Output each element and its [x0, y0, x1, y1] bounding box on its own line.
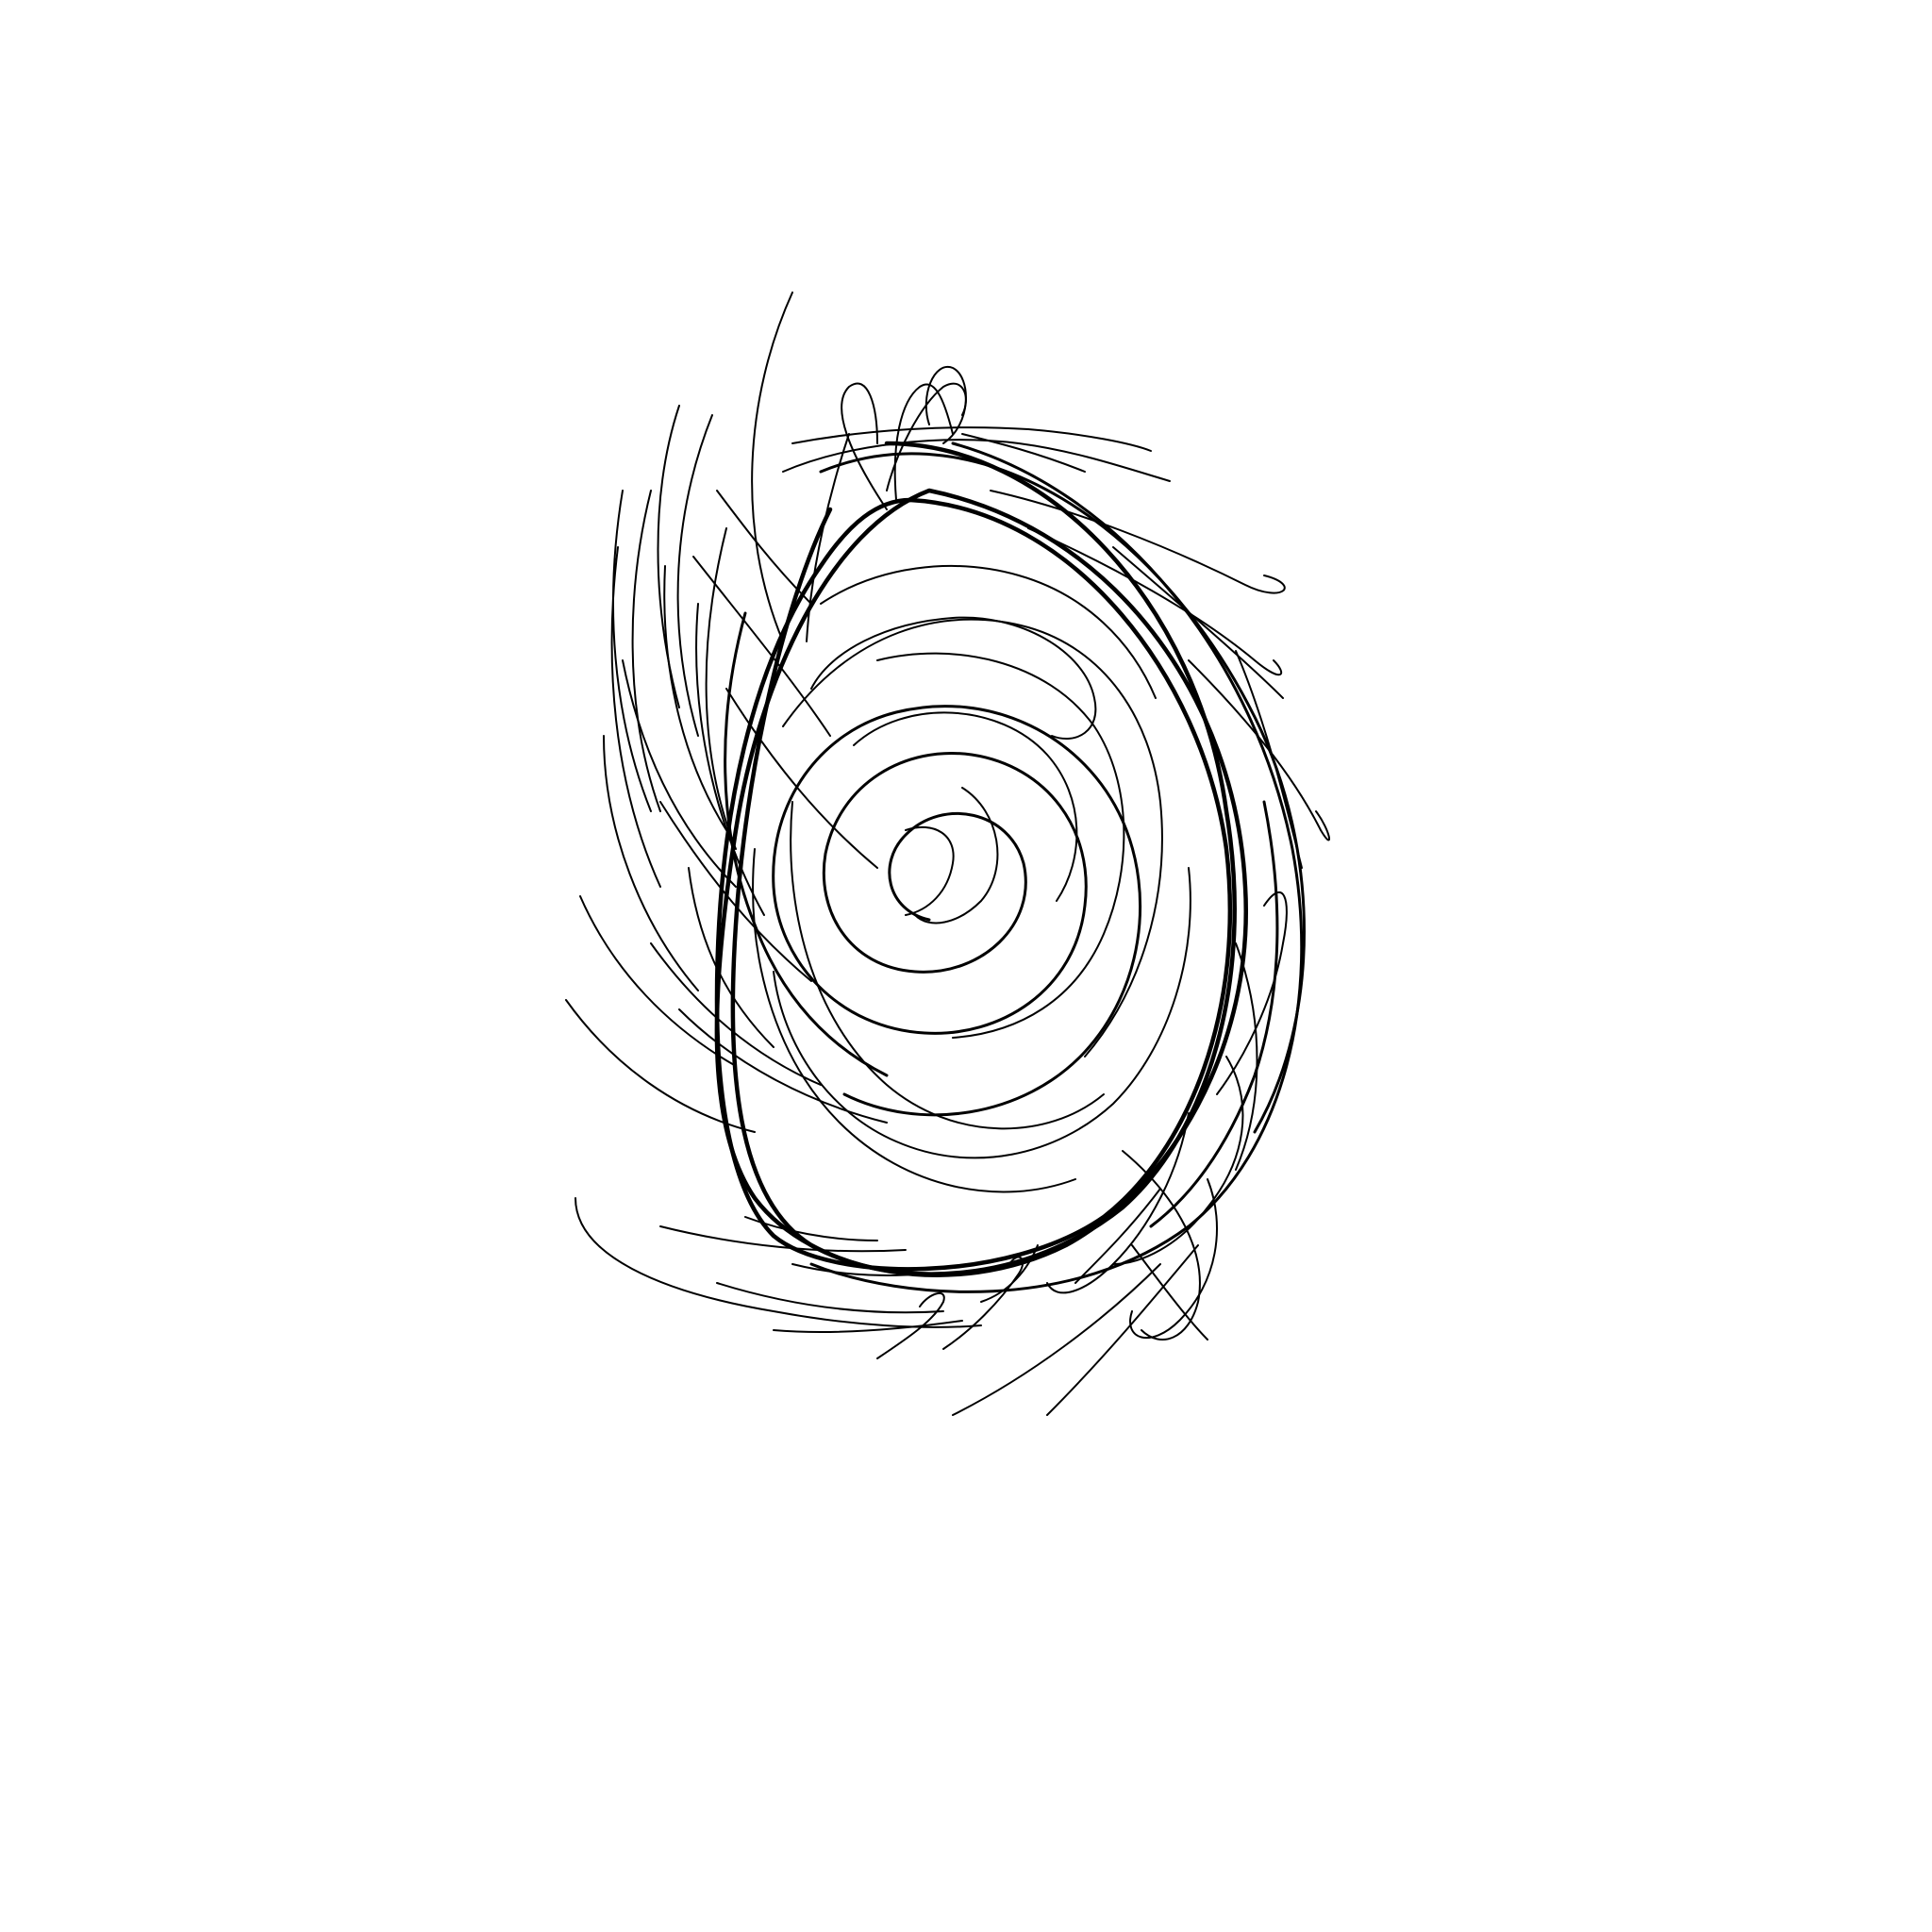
hatch-left-19: [725, 613, 887, 1075]
right-loop-strokes: [1047, 802, 1287, 1340]
scribble-top-8: [1189, 660, 1329, 840]
spiral-ring-9: [753, 849, 1075, 1192]
hatch-left-1: [752, 292, 792, 641]
scribble-bottom-5: [953, 1264, 1160, 1415]
left-hatching-strokes: [566, 292, 887, 1132]
top-scribble-strokes: [783, 367, 1329, 868]
spiral-ring-3: [877, 654, 1124, 1038]
spiral-inner-hook: [906, 827, 954, 915]
scribble-bottom-8: [660, 1226, 906, 1251]
hatch-left-10: [623, 660, 736, 887]
hatch-left-6: [580, 896, 736, 1066]
spiral-ring-2: [854, 712, 1076, 901]
spiral-ring-8: [821, 566, 1156, 698]
spiral-ring-1: [915, 788, 997, 923]
egg-outline-main: [717, 500, 1230, 1269]
loop-right-8: [1132, 1245, 1208, 1340]
inner-spiral-strokes: [753, 566, 1191, 1192]
spiral-ring-7: [774, 868, 1191, 1158]
scribble-bottom-6: [1047, 1245, 1198, 1415]
hatch-left-3: [633, 491, 660, 811]
spiral-core: [774, 707, 1141, 1115]
scribble-top-10: [926, 367, 966, 443]
spiral-ring-6: [783, 620, 1162, 1057]
spiral-ring-5: [791, 802, 1104, 1128]
